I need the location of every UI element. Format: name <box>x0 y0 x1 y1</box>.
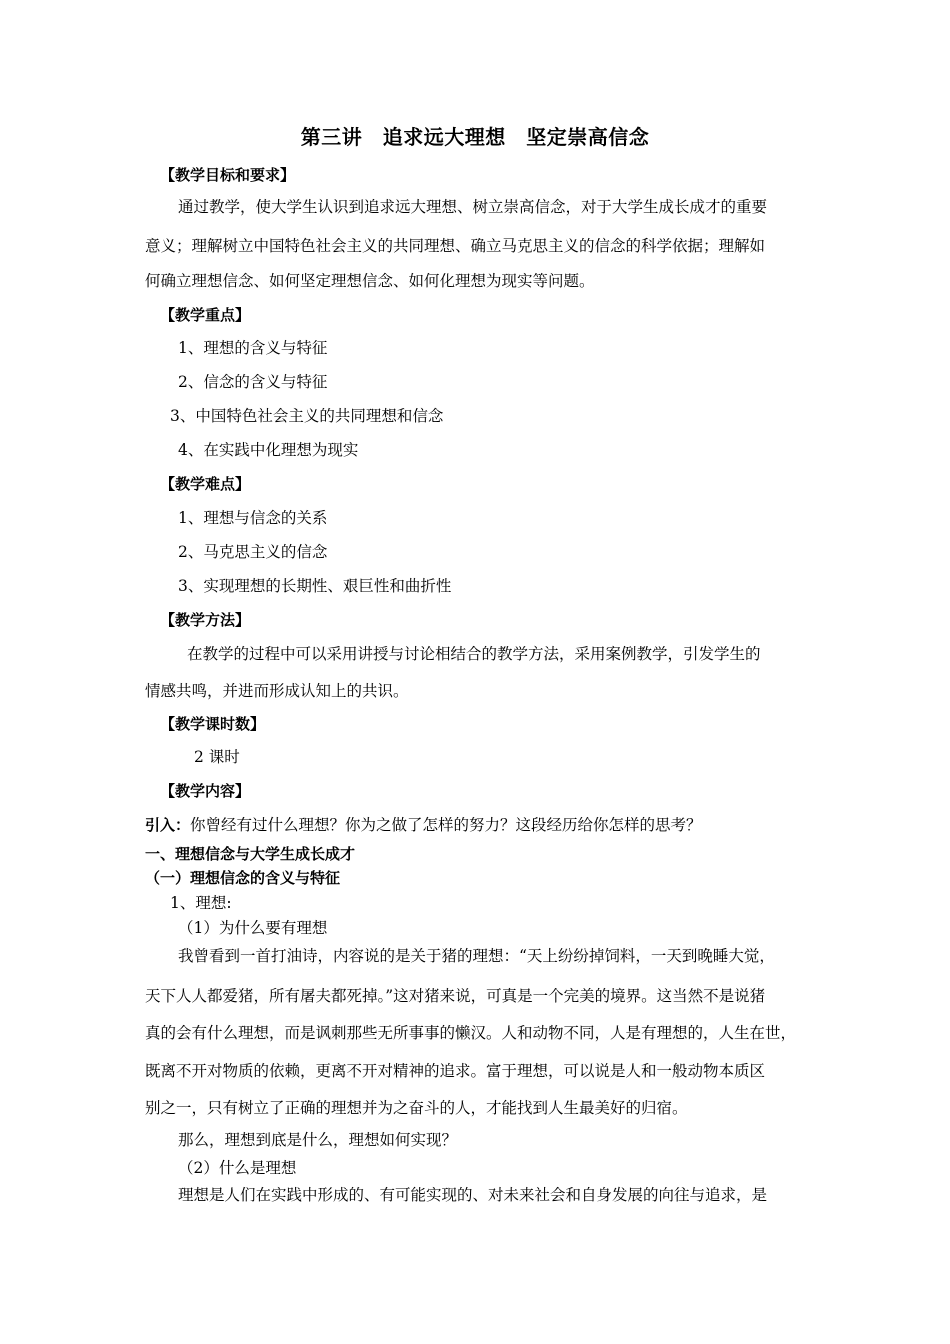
difficulty-3: 3、实现理想的长期性、艰巨性和曲折性 <box>178 577 452 595</box>
intro-label: 引入： <box>145 816 191 834</box>
difficulty-1: 1、理想与信念的关系 <box>178 509 328 527</box>
subheading-2: （2）什么是理想 <box>178 1159 297 1177</box>
heading-hours: 【教学课时数】 <box>160 715 266 733</box>
heading-method: 【教学方法】 <box>160 611 251 629</box>
heading-difficulties: 【教学难点】 <box>160 475 251 493</box>
para3-line-1: 理想是人们在实践中形成的、有可能实现的、对未来社会和自身发展的向往与追求，是 <box>178 1186 768 1204</box>
heading-goals: 【教学目标和要求】 <box>160 166 296 184</box>
method-line-1: 在教学的过程中可以采用讲授与讨论相结合的教学方法，采用案例教学，引发学生的 <box>187 645 761 663</box>
para1-line-2: 天下人人都爱猪，所有屠夫都死掉。”这对猪来说，可真是一个完美的境界。这当然不是说猪 <box>145 987 766 1005</box>
goals-line-3: 何确立理想信念、如何坚定理想信念、如何化理想为现实等问题。 <box>145 272 595 290</box>
difficulty-2: 2、马克思主义的信念 <box>178 543 328 561</box>
subheading-1: （1）为什么要有理想 <box>178 919 328 937</box>
item-1: 1、理想: <box>170 894 232 912</box>
section-1-1-heading: （一）理想信念的含义与特征 <box>145 869 341 887</box>
intro-line <box>145 815 702 835</box>
method-line-2: 情感共鸣，并进而形成认知上的共识。 <box>145 682 409 700</box>
heading-key-points: 【教学重点】 <box>160 306 251 324</box>
para1-line-5: 别之一，只有树立了正确的理想并为之奋斗的人，才能找到人生最美好的归宿。 <box>145 1099 688 1117</box>
intro-text: 你曾经有过什么理想？你为之做了怎样的努力？这段经历给你怎样的思考？ <box>190 816 702 834</box>
key-point-3: 3、中国特色社会主义的共同理想和信念 <box>170 407 444 425</box>
para1-line-3: 真的会有什么理想，而是讽刺那些无所事事的懒汉。人和动物不同，人是有理想的，人生在世， <box>145 1024 797 1042</box>
document-title: 第三讲 追求远大理想 坚定崇高信念 <box>300 125 650 149</box>
goals-line-1: 通过教学，使大学生认识到追求远大理想、树立崇高信念，对于大学生成长成才的重要 <box>178 198 768 216</box>
heading-content: 【教学内容】 <box>160 782 251 800</box>
goals-line-2: 意义；理解树立中国特色社会主义的共同理想、确立马克思主义的信念的科学依据；理解如 <box>145 237 766 255</box>
para2: 那么，理想到底是什么，理想如何实现？ <box>178 1131 458 1149</box>
key-point-1: 1、理想的含义与特征 <box>178 339 328 357</box>
para1-line-4: 既离不开对物质的依赖，更离不开对精神的追求。富于理想，可以说是人和一般动物本质区 <box>145 1062 766 1080</box>
key-point-2: 2、信念的含义与特征 <box>178 373 328 391</box>
para1-line-1: 我曾看到一首打油诗，内容说的是关于猪的理想：“天上纷纷掉饲料，一天到晚睡大觉， <box>178 947 775 965</box>
hours-value: 2 课时 <box>194 748 240 766</box>
key-point-4: 4、在实践中化理想为现实 <box>178 441 359 459</box>
section-1-heading: 一、理想信念与大学生成长成才 <box>145 845 356 863</box>
